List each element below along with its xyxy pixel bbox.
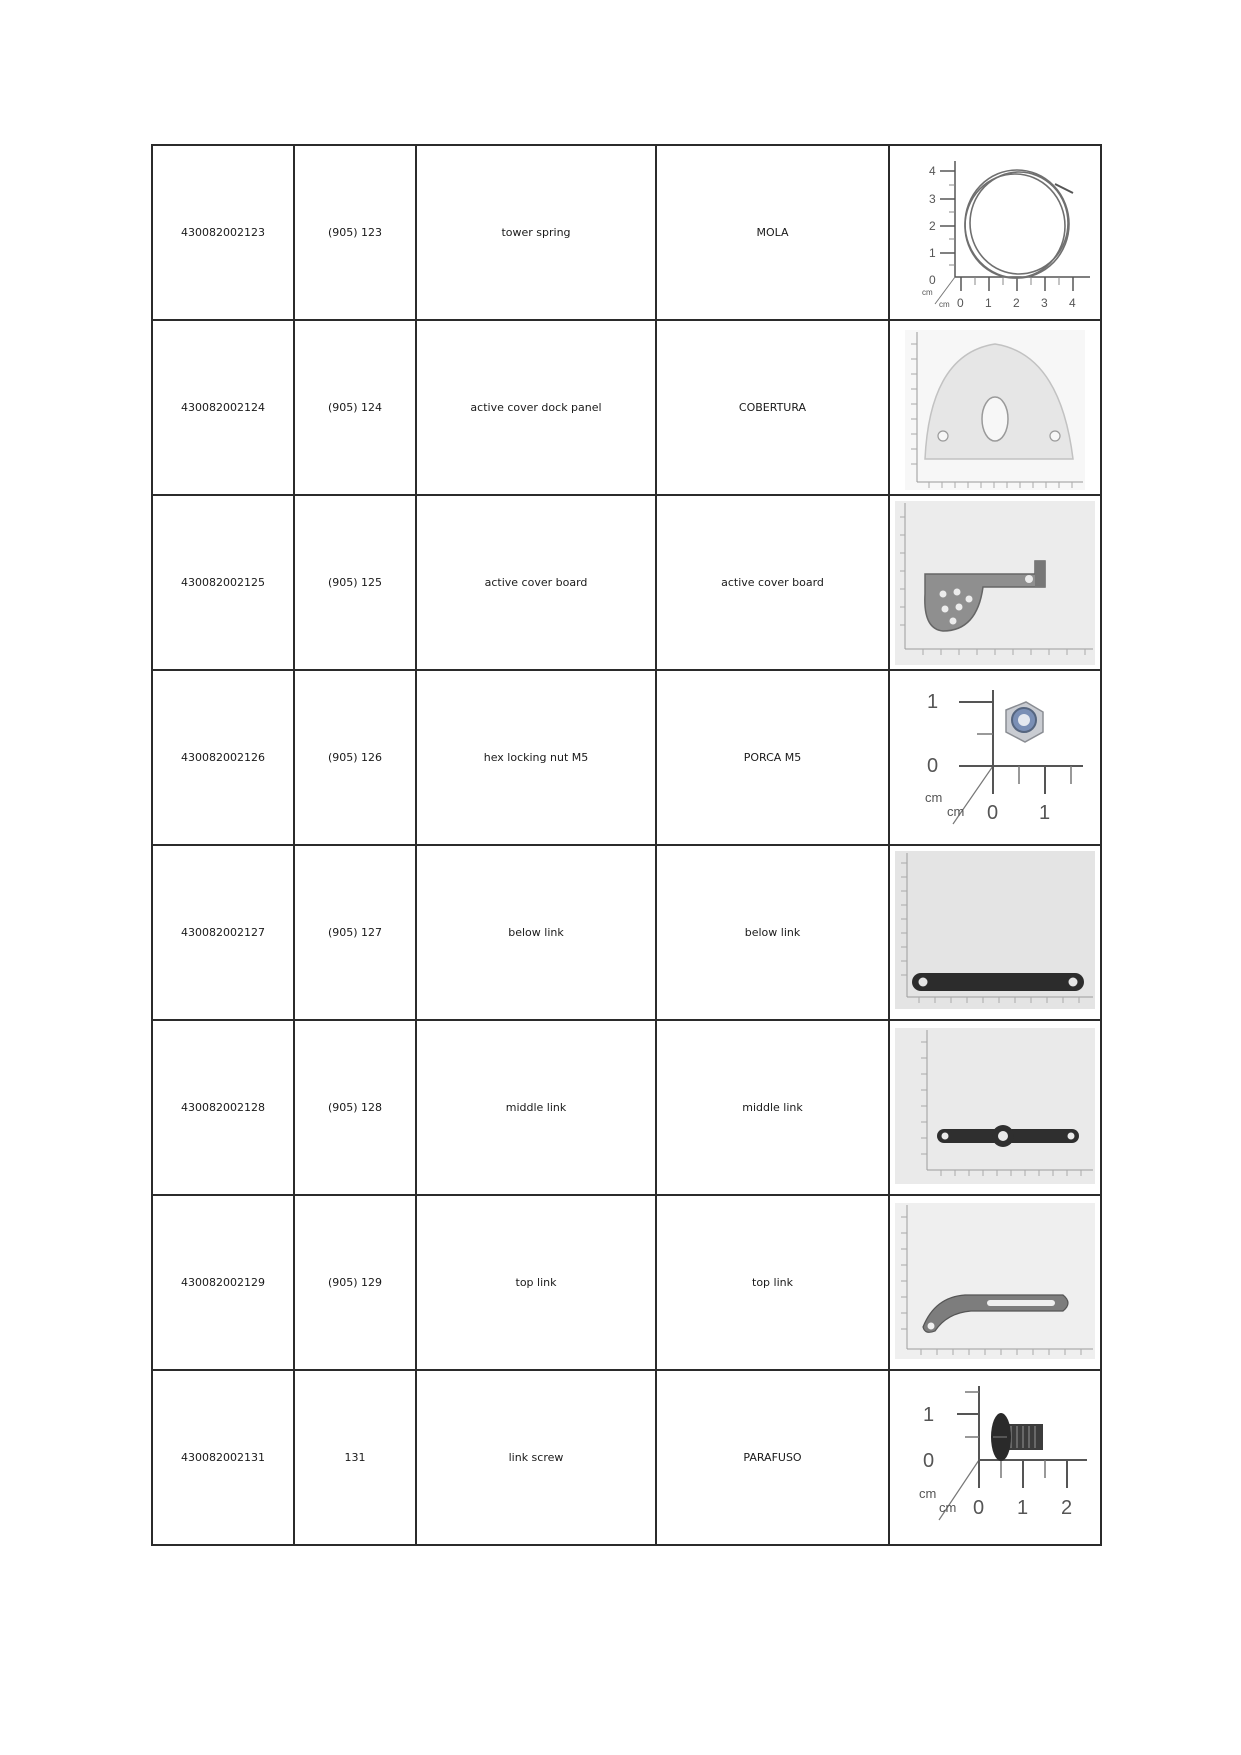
scale-label: cm: [947, 803, 965, 819]
scale-label: 0: [929, 272, 936, 287]
scale-label: 3: [1041, 295, 1048, 310]
scale-label: cm: [922, 287, 933, 297]
scale-label: 1: [927, 690, 939, 713]
part-code: 430082002126: [152, 670, 294, 845]
part-code: 430082002124: [152, 320, 294, 495]
part-code: 430082002123: [152, 145, 294, 320]
part-reference: (905) 128: [294, 1020, 416, 1195]
scale-label: 1: [929, 245, 936, 260]
part-code: 430082002128: [152, 1020, 294, 1195]
parts-table: [151, 144, 1102, 1546]
part-translation: middle link: [656, 1020, 889, 1195]
table-row: [152, 495, 1101, 670]
scale-label: 4: [929, 163, 936, 178]
part-translation: active cover board: [656, 495, 889, 670]
scale-label: 2: [1013, 295, 1020, 310]
part-description: active cover dock panel: [416, 320, 656, 495]
part-description: below link: [416, 845, 656, 1020]
table-row: [152, 320, 1101, 495]
table-row: [152, 845, 1101, 1020]
table-row: [152, 1020, 1101, 1195]
part-reference: (905) 124: [294, 320, 416, 495]
scale-label: cm: [919, 1485, 937, 1501]
part-reference: (905) 127: [294, 845, 416, 1020]
scale-label: 2: [929, 218, 936, 233]
table-row: [152, 670, 1101, 845]
part-translation: PORCA M5: [656, 670, 889, 845]
scale-label: 4: [1069, 295, 1076, 310]
scale-label: 3: [929, 191, 936, 206]
scale-label: 1: [1039, 801, 1051, 824]
part-description: middle link: [416, 1020, 656, 1195]
table-row: [152, 145, 1101, 320]
part-description: link screw: [416, 1370, 656, 1545]
part-translation: top link: [656, 1195, 889, 1370]
scale-label: cm: [939, 299, 950, 309]
link-bar-photo-icon: [895, 849, 1095, 1017]
middle-link-photo-icon: [895, 1024, 1095, 1192]
part-reference: (905) 125: [294, 495, 416, 670]
scale-label: 0: [973, 1496, 985, 1519]
nut-photo-icon: [895, 674, 1095, 842]
table-row: [152, 1195, 1101, 1370]
part-reference: (905) 123: [294, 145, 416, 320]
part-translation: COBERTURA: [656, 320, 889, 495]
scale-label: cm: [939, 1499, 957, 1515]
scale-label: 1: [985, 295, 992, 310]
screw-photo-icon: [895, 1374, 1095, 1542]
scale-label: cm: [925, 789, 943, 805]
cover-panel-photo-icon: [895, 324, 1095, 492]
top-link-photo-icon: [895, 1199, 1095, 1367]
part-code: 430082002131: [152, 1370, 294, 1545]
part-translation: MOLA: [656, 145, 889, 320]
part-description: top link: [416, 1195, 656, 1370]
part-description: active cover board: [416, 495, 656, 670]
table-row: [152, 1370, 1101, 1545]
part-translation: PARAFUSO: [656, 1370, 889, 1545]
scale-label: 1: [923, 1403, 935, 1426]
part-code: 430082002127: [152, 845, 294, 1020]
part-code: 430082002125: [152, 495, 294, 670]
bracket-photo-icon: [895, 499, 1095, 667]
scale-label: 1: [1017, 1496, 1029, 1519]
part-code: 430082002129: [152, 1195, 294, 1370]
part-description: hex locking nut M5: [416, 670, 656, 845]
part-reference: (905) 126: [294, 670, 416, 845]
scale-label: 0: [957, 295, 964, 310]
scale-label: 0: [987, 801, 999, 824]
spring-photo-icon: [895, 149, 1095, 317]
scale-label: 0: [927, 754, 939, 777]
part-reference: (905) 129: [294, 1195, 416, 1370]
part-reference: 131: [294, 1370, 416, 1545]
part-description: tower spring: [416, 145, 656, 320]
scale-label: 2: [1061, 1496, 1073, 1519]
part-translation: below link: [656, 845, 889, 1020]
scale-label: 0: [923, 1449, 935, 1472]
